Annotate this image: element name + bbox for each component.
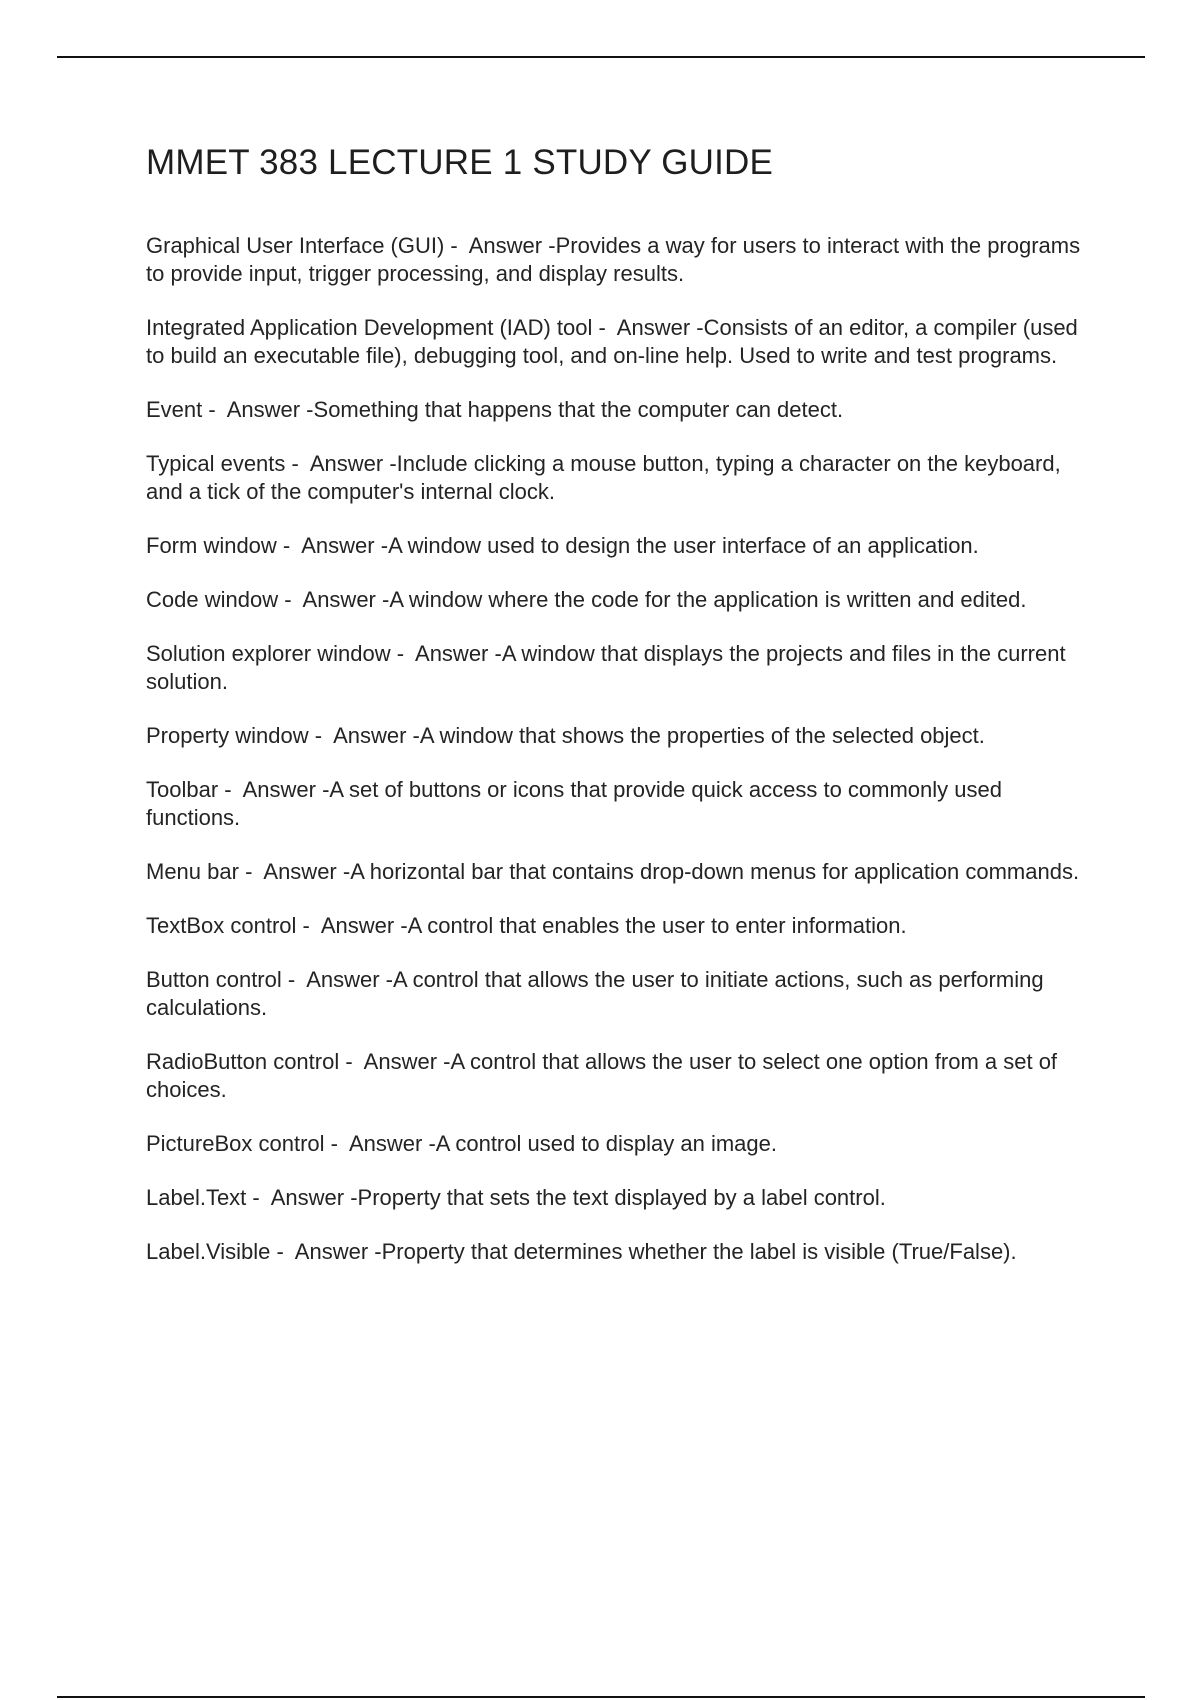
list-item	[146, 232, 1096, 288]
entry-term: Label.Visible	[146, 1239, 271, 1264]
answer-prefix: - Answer -	[285, 451, 397, 476]
entry-term: Code window	[146, 587, 279, 612]
answer-prefix: - Answer -	[324, 1131, 436, 1156]
top-rule	[57, 56, 1145, 58]
entry-answer: A control that enables the user to enter information.	[407, 913, 907, 938]
entry-answer: A control that allows the user to select one option from a set of choices.	[146, 1049, 1064, 1102]
answer-prefix: - Answer -	[592, 315, 704, 340]
list-item	[146, 858, 1096, 886]
list-item	[146, 1238, 1096, 1266]
list-item	[146, 1048, 1096, 1104]
answer-prefix: - Answer -	[308, 723, 420, 748]
entry-answer: A horizontal bar that contains drop-down menus for application commands.	[350, 859, 1080, 884]
list-item	[146, 396, 1096, 424]
list-item	[146, 1184, 1096, 1212]
answer-prefix: - Answer -	[276, 533, 389, 558]
entry-term: Event	[146, 397, 203, 422]
list-item	[146, 1130, 1096, 1158]
entry-answer: Property that determines whether the label is visible (True/False).	[381, 1239, 1017, 1264]
entry-term: Menu bar	[146, 859, 239, 884]
bottom-rule	[57, 1696, 1145, 1698]
answer-prefix: - Answer -	[246, 1185, 358, 1210]
entry-answer: A control that allows the user to initiate actions, such as performing calculations.	[146, 967, 1050, 1020]
entry-term: Graphical User Interface (GUI)	[146, 233, 445, 258]
list-item	[146, 450, 1096, 506]
answer-prefix: - Answer -	[238, 859, 351, 884]
entry-answer: A control used to display an image.	[435, 1131, 777, 1156]
entry-list	[146, 232, 1096, 1266]
list-item	[146, 640, 1096, 696]
entry-term: Typical events	[146, 451, 286, 476]
answer-prefix: - Answer -	[218, 777, 330, 802]
entry-term: TextBox control	[146, 913, 297, 938]
list-item	[146, 966, 1096, 1022]
list-item	[146, 532, 1096, 560]
list-item	[146, 586, 1096, 614]
answer-prefix: - Answer -	[390, 641, 502, 666]
answer-prefix: - Answer -	[281, 967, 393, 992]
answer-prefix: - Answer -	[278, 587, 390, 612]
answer-prefix: - Answer -	[202, 397, 314, 422]
entry-term: Integrated Application Development (IAD) tool	[146, 315, 593, 340]
entry-answer: A window where the code for the application is written and edited.	[389, 587, 1027, 612]
answer-prefix: - Answer -	[444, 233, 556, 258]
list-item	[146, 314, 1096, 370]
answer-prefix: - Answer -	[296, 913, 408, 938]
document-body	[146, 140, 1096, 1292]
entry-term: Label.Text	[146, 1185, 247, 1210]
entry-term: Solution explorer window	[146, 641, 391, 666]
answer-prefix: - Answer -	[339, 1049, 451, 1074]
entry-answer: Something that happens that the computer can detect.	[313, 397, 844, 422]
list-item	[146, 776, 1096, 832]
entry-answer: A window that displays the projects and files in the current solution.	[146, 641, 1072, 694]
entry-answer: Include clicking a mouse button, typing a character on the keyboard, and a tick of the computer's internal clock.	[146, 451, 1067, 504]
entry-answer: Consists of an editor, a compiler (used to build an executable file), debugging tool, and on-line help. Used to write and test programs.	[146, 315, 1084, 368]
entry-term: Button control	[146, 967, 282, 992]
list-item	[146, 722, 1096, 750]
entry-answer: A set of buttons or icons that provide quick access to commonly used functions.	[146, 777, 1009, 830]
answer-prefix: - Answer -	[270, 1239, 382, 1264]
entry-term: Form window	[146, 533, 277, 558]
entry-term: Property window	[146, 723, 309, 748]
page-title: MMET 383 LECTURE 1 STUDY GUIDE	[146, 143, 774, 182]
entry-term: RadioButton control	[146, 1049, 340, 1074]
entry-term: Toolbar	[146, 777, 219, 802]
entry-answer: A window that shows the properties of the selected object.	[419, 723, 985, 748]
list-item	[146, 912, 1096, 940]
entry-answer: Property that sets the text displayed by a label control.	[357, 1185, 886, 1210]
entry-answer: A window used to design the user interface of an application.	[388, 533, 979, 558]
entry-answer: Provides a way for users to interact with the programs to provide input, trigger processing, and display results.	[146, 233, 1087, 286]
entry-term: PictureBox control	[146, 1131, 325, 1156]
